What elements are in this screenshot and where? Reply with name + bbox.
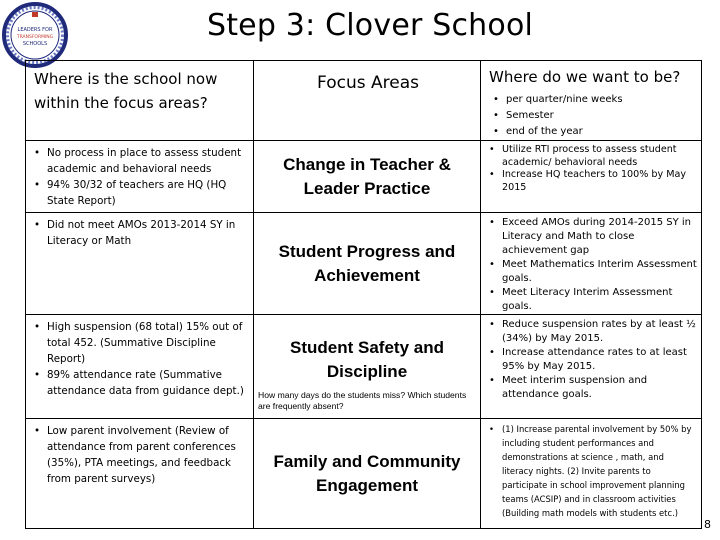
focus-areas-header: Focus Areas — [254, 61, 481, 141]
list-item: • 94% 30/32 of teachers are HQ (HQ State Report) — [30, 177, 249, 209]
list-item: • Did not meet AMOs 2013-2014 SY in Literacy or Math — [30, 217, 249, 249]
goals-cell — [481, 213, 702, 315]
list-item: • Increase HQ teachers to 100% by May 2015 — [485, 169, 697, 194]
table-row — [26, 141, 702, 213]
goals-header: Where do we want to be? — [489, 68, 681, 86]
list-item: • Semester — [489, 108, 695, 124]
focus-area-family-community: Family and Community Engagement — [254, 419, 481, 529]
focus-area-teacher-leader: Change in Teacher & Leader Practice — [254, 141, 481, 213]
logo-line-1: LEADERS FOR — [17, 27, 53, 33]
list-item: • (1) Increase parental involvement by 50% by including student performances and demonstrations at science , math, and literacy nights. (2) Invite parents to participate in school improvement planning teams (ACSIP) and in classroom activities (Building math models with students etc.) — [485, 422, 697, 520]
goals-cell — [481, 141, 702, 213]
list-item: • 89% attendance rate (Summative attendance data from guidance dept.) — [30, 367, 249, 399]
logo-line-3: SCHOOLS — [22, 41, 48, 47]
goals-cell — [481, 419, 702, 529]
current-state-cell — [26, 419, 254, 529]
list-item: • No process in place to assess student academic and behavioral needs — [30, 145, 249, 177]
logo-line-2: TRANSFORMING — [16, 35, 54, 40]
goals-cell — [481, 315, 702, 419]
focus-area-safety-discipline-cell — [254, 315, 481, 419]
current-state-cell — [26, 213, 254, 315]
list-item: • Meet Literacy Interim Assessment goals. — [485, 286, 697, 314]
focus-area-note: How many days do the students miss? Which students are frequently absent? — [258, 389, 467, 411]
current-state-cell — [26, 141, 254, 213]
list-item: • Increase attendance rates to at least 95% by May 2015. — [485, 346, 697, 374]
header-row — [26, 61, 702, 141]
current-state-header: Where is the school now within the focus areas? — [26, 61, 254, 141]
page-number: 8 — [704, 518, 711, 531]
list-item: • Meet Mathematics Interim Assessment goals. — [485, 258, 697, 286]
focus-area-student-progress: Student Progress and Achievement — [254, 213, 481, 315]
list-item: • Low parent involvement (Review of attendance from parent conferences (35%), PTA meetings, and feedback from parent surveys) — [30, 423, 249, 487]
current-state-cell — [26, 315, 254, 419]
focus-table — [25, 60, 702, 529]
list-item: • Meet interim suspension and attendance goals. — [485, 374, 697, 402]
list-item: • end of the year — [489, 124, 695, 140]
list-item: • per quarter/nine weeks — [489, 92, 695, 108]
list-item: • Reduce suspension rates by at least ½ (34%) by May 2015. — [485, 318, 697, 346]
focus-area-safety-discipline: Student Safety and Discipline — [290, 337, 444, 381]
goals-timeframe-list — [489, 92, 695, 140]
goals-header-cell — [481, 61, 702, 141]
list-item: • Exceed AMOs during 2014-2015 SY in Literacy and Math to close achievement gap — [485, 216, 697, 258]
list-item: • Utilize RTI process to assess student academic/ behavioral needs — [485, 144, 697, 169]
list-item: • High suspension (68 total) 15% out of total 452. (Summative Discipline Report) — [30, 319, 249, 367]
table-row — [26, 315, 702, 419]
page-title: Step 3: Clover School — [206, 8, 534, 43]
table-row — [26, 213, 702, 315]
table-row — [26, 419, 702, 529]
